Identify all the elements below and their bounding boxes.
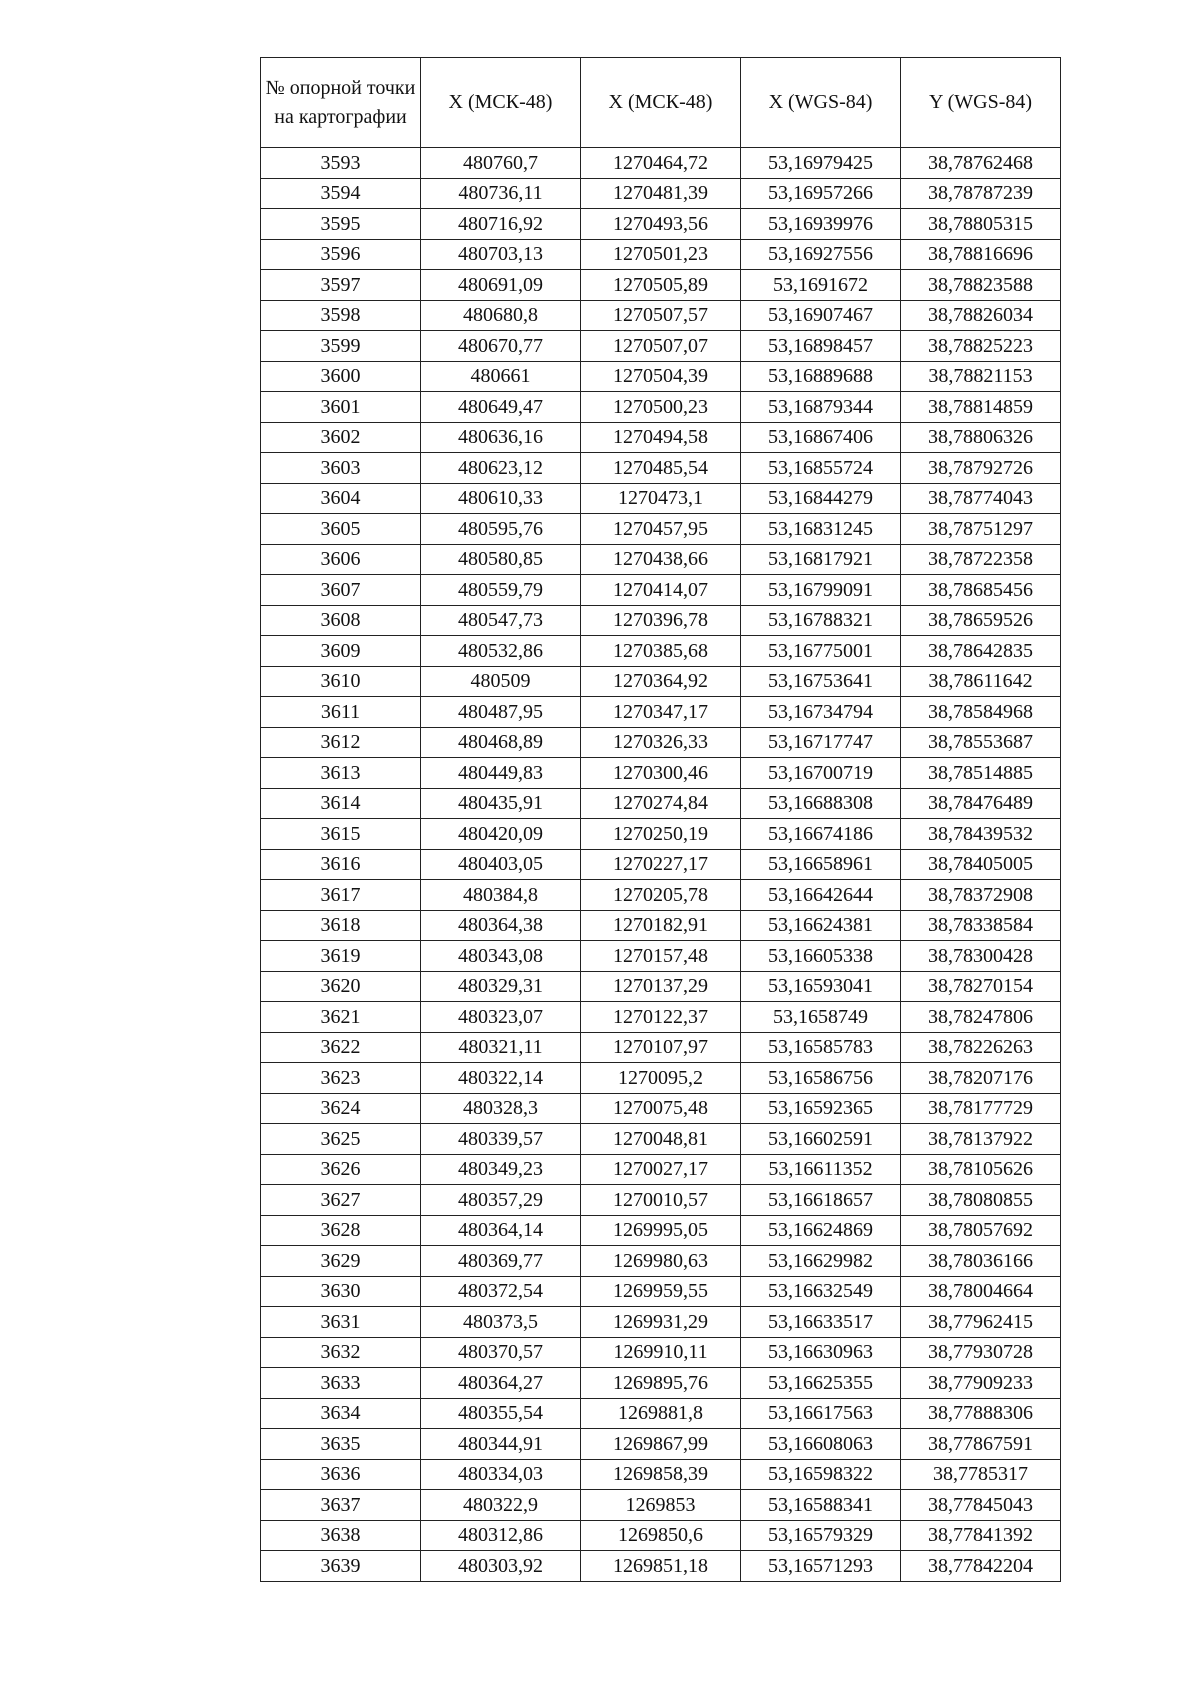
cell-x-msk48: 480595,76 [421, 514, 581, 545]
cell-x-wgs84: 53,16799091 [741, 575, 901, 606]
cell-x-wgs84: 53,16898457 [741, 331, 901, 362]
cell-y-wgs84: 38,78826034 [901, 300, 1061, 331]
cell-x-msk48: 480303,92 [421, 1551, 581, 1582]
cell-x-msk48-second: 1270250,19 [581, 819, 741, 850]
cell-point-number: 3598 [261, 300, 421, 331]
cell-x-msk48: 480623,12 [421, 453, 581, 484]
header-x-wgs84: X (WGS-84) [741, 58, 901, 148]
cell-y-wgs84: 38,78722358 [901, 544, 1061, 575]
table-row [261, 209, 1061, 240]
cell-point-number: 3609 [261, 636, 421, 667]
cell-x-msk48: 480509 [421, 666, 581, 697]
cell-x-wgs84: 53,16608063 [741, 1429, 901, 1460]
table-row [261, 300, 1061, 331]
table-row [261, 666, 1061, 697]
cell-y-wgs84: 38,78080855 [901, 1185, 1061, 1216]
cell-y-wgs84: 38,78774043 [901, 483, 1061, 514]
table-row [261, 1337, 1061, 1368]
cell-x-wgs84: 53,1658749 [741, 1002, 901, 1033]
table-row [261, 605, 1061, 636]
table-row [261, 453, 1061, 484]
cell-x-msk48-second: 1270010,57 [581, 1185, 741, 1216]
table-row [261, 788, 1061, 819]
table-row [261, 544, 1061, 575]
cell-x-msk48-second: 1270414,07 [581, 575, 741, 606]
cell-y-wgs84: 38,78611642 [901, 666, 1061, 697]
cell-y-wgs84: 38,78514885 [901, 758, 1061, 789]
table-row [261, 880, 1061, 911]
cell-x-msk48: 480703,13 [421, 239, 581, 270]
cell-x-msk48-second: 1270505,89 [581, 270, 741, 301]
cell-x-msk48: 480691,09 [421, 270, 581, 301]
cell-x-msk48-second: 1270396,78 [581, 605, 741, 636]
cell-y-wgs84: 38,78805315 [901, 209, 1061, 240]
cell-point-number: 3593 [261, 148, 421, 179]
cell-x-wgs84: 53,16605338 [741, 941, 901, 972]
cell-y-wgs84: 38,78821153 [901, 361, 1061, 392]
cell-x-msk48-second: 1270075,48 [581, 1093, 741, 1124]
cell-x-msk48: 480403,05 [421, 849, 581, 880]
table-row [261, 971, 1061, 1002]
cell-x-wgs84: 53,16624869 [741, 1215, 901, 1246]
cell-x-msk48-second: 1269931,29 [581, 1307, 741, 1338]
cell-x-msk48: 480661 [421, 361, 581, 392]
cell-y-wgs84: 38,78105626 [901, 1154, 1061, 1185]
header-y-wgs84: Y (WGS-84) [901, 58, 1061, 148]
cell-x-msk48-second: 1270364,92 [581, 666, 741, 697]
cell-point-number: 3622 [261, 1032, 421, 1063]
cell-y-wgs84: 38,78036166 [901, 1246, 1061, 1277]
table-row [261, 178, 1061, 209]
cell-point-number: 3631 [261, 1307, 421, 1338]
cell-point-number: 3615 [261, 819, 421, 850]
cell-point-number: 3632 [261, 1337, 421, 1368]
cell-y-wgs84: 38,7785317 [901, 1459, 1061, 1490]
cell-y-wgs84: 38,78762468 [901, 148, 1061, 179]
cell-x-msk48: 480559,79 [421, 575, 581, 606]
cell-x-msk48: 480736,11 [421, 178, 581, 209]
cell-x-msk48: 480364,38 [421, 910, 581, 941]
cell-point-number: 3621 [261, 1002, 421, 1033]
cell-x-msk48: 480322,9 [421, 1490, 581, 1521]
header-row [261, 58, 1061, 148]
cell-point-number: 3627 [261, 1185, 421, 1216]
cell-x-wgs84: 53,16688308 [741, 788, 901, 819]
cell-y-wgs84: 38,77845043 [901, 1490, 1061, 1521]
cell-x-wgs84: 53,16734794 [741, 697, 901, 728]
table-row [261, 1276, 1061, 1307]
table-row [261, 1185, 1061, 1216]
cell-point-number: 3619 [261, 941, 421, 972]
cell-x-msk48-second: 1270300,46 [581, 758, 741, 789]
cell-y-wgs84: 38,78057692 [901, 1215, 1061, 1246]
cell-y-wgs84: 38,77888306 [901, 1398, 1061, 1429]
cell-x-wgs84: 53,16753641 [741, 666, 901, 697]
cell-point-number: 3635 [261, 1429, 421, 1460]
table-row [261, 1093, 1061, 1124]
table-row [261, 1063, 1061, 1094]
cell-x-msk48: 480716,92 [421, 209, 581, 240]
cell-x-msk48-second: 1269858,39 [581, 1459, 741, 1490]
cell-x-msk48-second: 1270274,84 [581, 788, 741, 819]
cell-x-msk48: 480372,54 [421, 1276, 581, 1307]
cell-point-number: 3601 [261, 392, 421, 423]
table-row [261, 1032, 1061, 1063]
cell-y-wgs84: 38,78816696 [901, 239, 1061, 270]
cell-x-msk48-second: 1269881,8 [581, 1398, 741, 1429]
cell-x-wgs84: 53,16624381 [741, 910, 901, 941]
cell-x-msk48-second: 1270122,37 [581, 1002, 741, 1033]
cell-y-wgs84: 38,77909233 [901, 1368, 1061, 1399]
cell-x-wgs84: 53,16593041 [741, 971, 901, 1002]
header-x-msk48-second: X (МСК-48) [581, 58, 741, 148]
cell-y-wgs84: 38,78792726 [901, 453, 1061, 484]
cell-y-wgs84: 38,78004664 [901, 1276, 1061, 1307]
cell-x-wgs84: 53,16844279 [741, 483, 901, 514]
cell-x-wgs84: 53,16629982 [741, 1246, 901, 1277]
cell-x-wgs84: 53,16633517 [741, 1307, 901, 1338]
cell-y-wgs84: 38,78806326 [901, 422, 1061, 453]
table-row [261, 1429, 1061, 1460]
table-row [261, 1490, 1061, 1521]
cell-y-wgs84: 38,78137922 [901, 1124, 1061, 1155]
cell-x-msk48: 480373,5 [421, 1307, 581, 1338]
cell-y-wgs84: 38,78439532 [901, 819, 1061, 850]
cell-point-number: 3633 [261, 1368, 421, 1399]
table-row [261, 941, 1061, 972]
cell-x-msk48-second: 1270227,17 [581, 849, 741, 880]
cell-x-msk48-second: 1270385,68 [581, 636, 741, 667]
cell-x-wgs84: 53,16817921 [741, 544, 901, 575]
cell-point-number: 3603 [261, 453, 421, 484]
header-point-number: № опорной точки на картографии [261, 58, 421, 148]
cell-x-msk48: 480468,89 [421, 727, 581, 758]
cell-x-msk48-second: 1270504,39 [581, 361, 741, 392]
cell-x-msk48: 480670,77 [421, 331, 581, 362]
cell-point-number: 3616 [261, 849, 421, 880]
cell-x-msk48: 480355,54 [421, 1398, 581, 1429]
cell-x-msk48-second: 1270473,1 [581, 483, 741, 514]
cell-x-msk48-second: 1270438,66 [581, 544, 741, 575]
cell-x-msk48-second: 1270048,81 [581, 1124, 741, 1155]
cell-point-number: 3625 [261, 1124, 421, 1155]
cell-x-msk48-second: 1270182,91 [581, 910, 741, 941]
table-row [261, 1551, 1061, 1582]
cell-x-wgs84: 53,16879344 [741, 392, 901, 423]
coordinates-table [260, 57, 1061, 1582]
table-row [261, 270, 1061, 301]
cell-x-wgs84: 53,16571293 [741, 1551, 901, 1582]
header-x-msk48: X (МСК-48) [421, 58, 581, 148]
cell-x-msk48-second: 1270481,39 [581, 178, 741, 209]
cell-x-wgs84: 53,16618657 [741, 1185, 901, 1216]
cell-x-wgs84: 53,16598322 [741, 1459, 901, 1490]
cell-x-msk48: 480312,86 [421, 1520, 581, 1551]
cell-x-wgs84: 53,16889688 [741, 361, 901, 392]
table-header [261, 58, 1061, 148]
cell-y-wgs84: 38,78642835 [901, 636, 1061, 667]
table-row [261, 148, 1061, 179]
cell-point-number: 3614 [261, 788, 421, 819]
table-row [261, 697, 1061, 728]
cell-x-msk48: 480649,47 [421, 392, 581, 423]
cell-x-msk48-second: 1269980,63 [581, 1246, 741, 1277]
cell-x-msk48-second: 1270507,07 [581, 331, 741, 362]
cell-x-msk48-second: 1269867,99 [581, 1429, 741, 1460]
cell-x-msk48-second: 1270095,2 [581, 1063, 741, 1094]
cell-point-number: 3634 [261, 1398, 421, 1429]
cell-x-msk48: 480420,09 [421, 819, 581, 850]
cell-x-wgs84: 53,16788321 [741, 605, 901, 636]
cell-y-wgs84: 38,78814859 [901, 392, 1061, 423]
cell-x-msk48: 480580,85 [421, 544, 581, 575]
cell-x-msk48-second: 1270493,56 [581, 209, 741, 240]
cell-x-msk48-second: 1269851,18 [581, 1551, 741, 1582]
cell-x-wgs84: 53,16588341 [741, 1490, 901, 1521]
cell-x-msk48: 480364,14 [421, 1215, 581, 1246]
cell-point-number: 3636 [261, 1459, 421, 1490]
cell-x-msk48-second: 1270137,29 [581, 971, 741, 1002]
cell-x-wgs84: 53,16700719 [741, 758, 901, 789]
table-row [261, 1124, 1061, 1155]
cell-x-wgs84: 53,16617563 [741, 1398, 901, 1429]
table-row [261, 727, 1061, 758]
table-row [261, 758, 1061, 789]
cell-y-wgs84: 38,78338584 [901, 910, 1061, 941]
cell-y-wgs84: 38,78476489 [901, 788, 1061, 819]
cell-x-msk48: 480532,86 [421, 636, 581, 667]
cell-point-number: 3611 [261, 697, 421, 728]
cell-x-wgs84: 53,16586756 [741, 1063, 901, 1094]
table-row [261, 1154, 1061, 1185]
cell-y-wgs84: 38,78177729 [901, 1093, 1061, 1124]
cell-point-number: 3613 [261, 758, 421, 789]
cell-x-wgs84: 53,16907467 [741, 300, 901, 331]
cell-y-wgs84: 38,77930728 [901, 1337, 1061, 1368]
cell-x-msk48: 480322,14 [421, 1063, 581, 1094]
cell-x-msk48: 480339,57 [421, 1124, 581, 1155]
cell-point-number: 3610 [261, 666, 421, 697]
cell-point-number: 3595 [261, 209, 421, 240]
cell-x-wgs84: 53,16658961 [741, 849, 901, 880]
cell-x-wgs84: 53,16630963 [741, 1337, 901, 1368]
cell-x-wgs84: 53,16642644 [741, 880, 901, 911]
cell-x-wgs84: 53,16855724 [741, 453, 901, 484]
cell-y-wgs84: 38,78270154 [901, 971, 1061, 1002]
table-row [261, 1398, 1061, 1429]
cell-y-wgs84: 38,77962415 [901, 1307, 1061, 1338]
cell-point-number: 3608 [261, 605, 421, 636]
cell-y-wgs84: 38,78787239 [901, 178, 1061, 209]
cell-x-wgs84: 53,16611352 [741, 1154, 901, 1185]
table-row [261, 483, 1061, 514]
cell-point-number: 3602 [261, 422, 421, 453]
cell-y-wgs84: 38,78584968 [901, 697, 1061, 728]
cell-x-msk48-second: 1269895,76 [581, 1368, 741, 1399]
cell-point-number: 3596 [261, 239, 421, 270]
cell-x-msk48: 480328,3 [421, 1093, 581, 1124]
cell-point-number: 3600 [261, 361, 421, 392]
cell-x-msk48: 480321,11 [421, 1032, 581, 1063]
cell-x-wgs84: 53,16674186 [741, 819, 901, 850]
cell-point-number: 3605 [261, 514, 421, 545]
cell-point-number: 3597 [261, 270, 421, 301]
cell-point-number: 3606 [261, 544, 421, 575]
table-row [261, 1459, 1061, 1490]
cell-x-wgs84: 53,16979425 [741, 148, 901, 179]
cell-x-msk48-second: 1270494,58 [581, 422, 741, 453]
table-row [261, 910, 1061, 941]
cell-x-msk48: 480349,23 [421, 1154, 581, 1185]
cell-x-wgs84: 53,16585783 [741, 1032, 901, 1063]
cell-x-msk48: 480370,57 [421, 1337, 581, 1368]
cell-x-msk48-second: 1269959,55 [581, 1276, 741, 1307]
cell-x-msk48: 480323,07 [421, 1002, 581, 1033]
cell-point-number: 3618 [261, 910, 421, 941]
cell-y-wgs84: 38,78226263 [901, 1032, 1061, 1063]
table-row [261, 392, 1061, 423]
cell-point-number: 3623 [261, 1063, 421, 1094]
table-row [261, 1215, 1061, 1246]
table-row [261, 575, 1061, 606]
cell-x-msk48: 480334,03 [421, 1459, 581, 1490]
cell-point-number: 3607 [261, 575, 421, 606]
cell-x-msk48-second: 1269995,05 [581, 1215, 741, 1246]
cell-x-msk48: 480449,83 [421, 758, 581, 789]
cell-x-msk48-second: 1270500,23 [581, 392, 741, 423]
cell-x-msk48: 480357,29 [421, 1185, 581, 1216]
cell-x-msk48: 480435,91 [421, 788, 581, 819]
cell-point-number: 3612 [261, 727, 421, 758]
table-row [261, 819, 1061, 850]
cell-y-wgs84: 38,78553687 [901, 727, 1061, 758]
cell-point-number: 3594 [261, 178, 421, 209]
table-row [261, 1520, 1061, 1551]
cell-x-msk48-second: 1270205,78 [581, 880, 741, 911]
cell-x-msk48-second: 1270464,72 [581, 148, 741, 179]
cell-y-wgs84: 38,77867591 [901, 1429, 1061, 1460]
cell-point-number: 3620 [261, 971, 421, 1002]
cell-point-number: 3617 [261, 880, 421, 911]
cell-x-msk48: 480369,77 [421, 1246, 581, 1277]
cell-y-wgs84: 38,78823588 [901, 270, 1061, 301]
cell-y-wgs84: 38,77841392 [901, 1520, 1061, 1551]
cell-y-wgs84: 38,78685456 [901, 575, 1061, 606]
cell-point-number: 3637 [261, 1490, 421, 1521]
cell-y-wgs84: 38,78207176 [901, 1063, 1061, 1094]
cell-point-number: 3628 [261, 1215, 421, 1246]
cell-x-wgs84: 53,16602591 [741, 1124, 901, 1155]
cell-y-wgs84: 38,77842204 [901, 1551, 1061, 1582]
cell-point-number: 3599 [261, 331, 421, 362]
cell-x-msk48-second: 1270507,57 [581, 300, 741, 331]
cell-y-wgs84: 38,78751297 [901, 514, 1061, 545]
cell-x-wgs84: 53,16625355 [741, 1368, 901, 1399]
cell-point-number: 3638 [261, 1520, 421, 1551]
cell-x-msk48-second: 1270157,48 [581, 941, 741, 972]
table-row [261, 1246, 1061, 1277]
cell-x-msk48: 480547,73 [421, 605, 581, 636]
cell-x-msk48: 480636,16 [421, 422, 581, 453]
cell-x-msk48: 480344,91 [421, 1429, 581, 1460]
cell-x-msk48: 480680,8 [421, 300, 581, 331]
cell-point-number: 3629 [261, 1246, 421, 1277]
cell-x-msk48-second: 1269853 [581, 1490, 741, 1521]
cell-x-msk48: 480760,7 [421, 148, 581, 179]
table-row [261, 361, 1061, 392]
cell-x-wgs84: 53,1691672 [741, 270, 901, 301]
cell-point-number: 3630 [261, 1276, 421, 1307]
table-body [261, 148, 1061, 1582]
cell-x-wgs84: 53,16867406 [741, 422, 901, 453]
cell-x-wgs84: 53,16939976 [741, 209, 901, 240]
cell-x-wgs84: 53,16831245 [741, 514, 901, 545]
cell-point-number: 3626 [261, 1154, 421, 1185]
table-row [261, 636, 1061, 667]
table-row [261, 422, 1061, 453]
cell-x-msk48-second: 1269910,11 [581, 1337, 741, 1368]
cell-y-wgs84: 38,78372908 [901, 880, 1061, 911]
cell-x-msk48: 480384,8 [421, 880, 581, 911]
cell-x-wgs84: 53,16592365 [741, 1093, 901, 1124]
cell-x-msk48-second: 1270457,95 [581, 514, 741, 545]
cell-x-msk48-second: 1270485,54 [581, 453, 741, 484]
cell-x-msk48-second: 1270107,97 [581, 1032, 741, 1063]
table-row [261, 239, 1061, 270]
cell-y-wgs84: 38,78247806 [901, 1002, 1061, 1033]
table-row [261, 331, 1061, 362]
table-row [261, 1368, 1061, 1399]
cell-y-wgs84: 38,78659526 [901, 605, 1061, 636]
cell-x-msk48: 480487,95 [421, 697, 581, 728]
cell-y-wgs84: 38,78825223 [901, 331, 1061, 362]
cell-x-msk48-second: 1270501,23 [581, 239, 741, 270]
cell-y-wgs84: 38,78405005 [901, 849, 1061, 880]
cell-x-msk48-second: 1270027,17 [581, 1154, 741, 1185]
cell-x-msk48: 480329,31 [421, 971, 581, 1002]
cell-x-msk48-second: 1269850,6 [581, 1520, 741, 1551]
cell-x-wgs84: 53,16717747 [741, 727, 901, 758]
cell-x-wgs84: 53,16927556 [741, 239, 901, 270]
table-row [261, 1002, 1061, 1033]
table-row [261, 1307, 1061, 1338]
table-row [261, 514, 1061, 545]
cell-x-wgs84: 53,16632549 [741, 1276, 901, 1307]
cell-x-msk48-second: 1270347,17 [581, 697, 741, 728]
cell-x-wgs84: 53,16775001 [741, 636, 901, 667]
cell-y-wgs84: 38,78300428 [901, 941, 1061, 972]
cell-point-number: 3639 [261, 1551, 421, 1582]
cell-point-number: 3604 [261, 483, 421, 514]
cell-point-number: 3624 [261, 1093, 421, 1124]
cell-x-wgs84: 53,16579329 [741, 1520, 901, 1551]
cell-x-msk48: 480610,33 [421, 483, 581, 514]
cell-x-msk48-second: 1270326,33 [581, 727, 741, 758]
table-row [261, 849, 1061, 880]
cell-x-msk48: 480364,27 [421, 1368, 581, 1399]
cell-x-msk48: 480343,08 [421, 941, 581, 972]
cell-x-wgs84: 53,16957266 [741, 178, 901, 209]
